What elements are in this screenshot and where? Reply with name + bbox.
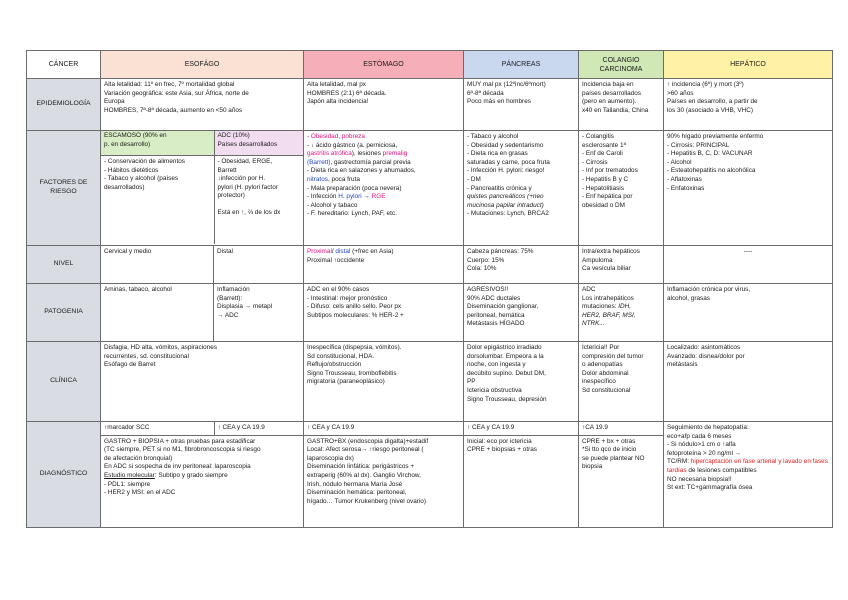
rowhead-factores: FACTORES DE RIESGO bbox=[27, 131, 101, 246]
pato-colangio: ADC Los intrahepáticos mutaciones: IDH, HER2, BRAF, MSI, NTRK... bbox=[579, 284, 664, 342]
epi-pancreas: MUY mal px (12ºinc/6ºmort) 6ª-8ª década Poco más en hombres bbox=[464, 79, 579, 131]
header-hepatico: HEPÁTICO bbox=[664, 51, 833, 79]
cancer-summary-table bbox=[26, 50, 833, 528]
diag-esof-body: GASTRO + BIOPSIA + otras pruebas para estadificar (TC siempre, PET si no M1, fibrobroncoscopia si riesgo de afectación bronquial) En ADC si sospecha de inv peritoneal: laparoscopia Estudio molecular: Subtipo y grado siempre - PDL1: siempre - HER2 y MSI: en el ADC bbox=[104, 437, 261, 497]
row-epidemiologia bbox=[27, 79, 833, 131]
epi-estomago: Alta letalidad, mal px HOMBRES (2:1) 6ª década. Japón alta incidencia! bbox=[304, 79, 464, 131]
nivel-esofago-escamoso: Cervical y medio bbox=[101, 246, 214, 284]
fr-estomago: - Obesidad, pobreza - ↓ ácido gástrico (a. perniciosa, gastritis atrófica), lesiones premalig (Barrett), gastrectomía parcial previa - Dieta rica en salazones y ahumados, nitratos, poca fruta - Mala preparación (poca nevera) - Infección H. pylori → RGE - Alcohol y tabaco - F. hereditario: Lynch, PAF, etc. bbox=[304, 131, 464, 246]
row-diagnostico bbox=[27, 422, 833, 528]
pato-esofago-adc: Inflamación (Barrett): Displasia → metapl → ADC bbox=[214, 284, 304, 342]
header-cancer: CÁNCER bbox=[27, 51, 101, 79]
epi-esofago: Alta letalidad: 11º en frec, 7º mortalidad global Variación geográfica: este Asia, sur África, norte de Europa HOMBRES, 7ª-8ª década, aumento en <50 años bbox=[101, 79, 304, 131]
epi-hepatico: ↑ incidencia (6º) y mort (3º) >60 años Países en desarrollo, a partir de los 30 (asociado a VHB, VHC) bbox=[664, 79, 833, 131]
clin-estomago: Inespecífica (dispepsia, vómitos). Sd constitucional, HDA. Reflujo/obstrucción Signo Trousseau, tromboflebitis migratoria (paraneoplásico) bbox=[304, 342, 464, 422]
row-clinica bbox=[27, 342, 833, 422]
fr-escamoso-header: ESCAMOSO (90% en p. en desarrollo) bbox=[101, 131, 214, 156]
clin-esofago: Disfagia, HD alta, vómitos, aspiraciones recurrentes, sd. constitucional Esófago de Barret bbox=[101, 342, 304, 422]
fr-colangio: - Colangitis esclerosante 1ª - Enf de Caroli - Cirrosis - Inf por trematodos - Hepatitis B y C - Hepatolitiasis - Enf hepática por obesidad o DM bbox=[579, 131, 664, 246]
rowhead-nivel: NIVEL bbox=[27, 246, 101, 284]
rowhead-patogenia: PATOGENIA bbox=[27, 284, 101, 342]
diag-estomago: ↑ CEA y CA 19.9 GASTRO+BX (endoscopia digalta)+estadif Local: Afect serosa→ ↑riesgo peritoneal ( laparoscopia dx) Diseminación linfática: perigástricos + extraperig (60% al dx). Ganglio Virchow, Irish, nódulo hermana María José Diseminación hemática: peritoneal, hígado… Tumor Krukenberg (nivel ovario) bbox=[304, 422, 464, 528]
diag-esofago-subtable bbox=[101, 422, 304, 500]
diag-colan-marker: ↑CA 19.9 bbox=[579, 422, 663, 436]
header-colangio: COLANGIO CARCINOMA bbox=[579, 51, 664, 79]
header-row bbox=[27, 51, 833, 79]
header-estomago: ESTÓMAGO bbox=[304, 51, 464, 79]
fr-pancreas: - Tabaco y alcohol - Obesidad y sedentarismo - Dieta rica en grasas saturadas y carne, poca fruta - Infección H. pylori: riesgo! - DM - Pancreatitis crónica y quistes pancreáticos (+neo mucinosa papilar intraduct) - Mutaciones: Lynch, BRCA2 bbox=[464, 131, 579, 246]
fr-adc-list: - Obesidad, ERGE, Barrett ↓infección por H. pylori (H. pylori factor protector) Está en ↑, ⅔ de los dx bbox=[217, 158, 281, 216]
row-nivel bbox=[27, 246, 833, 284]
pato-hepatico: Inflamación crónica por virus, alcohol, grasas bbox=[664, 284, 833, 342]
pato-esofago-escamoso: Aminas, tabaco, alcohol bbox=[101, 284, 214, 342]
pato-pancreas: AGRESIVOS!! 90% ADC ductales Diseminación ganglionar, peritoneal, hemática Metástasis HÍGADO bbox=[464, 284, 579, 342]
fr-escamoso-list: - Conservación de alimentos - Hábitos dietéticos - Tabaco y alcohol (países desarrollados) bbox=[101, 156, 214, 245]
fr-esofago-subtable bbox=[101, 131, 304, 244]
diag-esofago bbox=[101, 422, 304, 528]
nivel-hepatico: ---- bbox=[664, 246, 833, 284]
row-factores bbox=[27, 131, 833, 246]
nivel-pancreas: Cabeza páncreas: 75% Cuerpo: 15% Cola: 10% bbox=[464, 246, 579, 284]
clin-hepatico: Localizado: asintomáticos Avanzado: disnea/dolor por metástasis bbox=[664, 342, 833, 422]
nivel-colangio: Intra/extra hepáticos Ampuloma Ca vesícula biliar bbox=[579, 246, 664, 284]
clin-pancreas: Dolor epigástrico irradiado dorsolumbar. Empeora a la noche, con ingesta y decúbito supino. Debut DM, PP Ictericia obstructiva Signo Trousseau, depresión bbox=[464, 342, 579, 422]
fr-esofago bbox=[101, 131, 304, 246]
header-esofago: ESOFÁGO bbox=[101, 51, 304, 79]
diag-esof-marker-scc: ↑marcador SCC bbox=[101, 422, 214, 435]
rowhead-clinica: CLÍNICA bbox=[27, 342, 101, 422]
diag-colangio: ↑CA 19.9 CPRE + bx + otras *Si tto qco de inicio se puede plantear NO biopsia bbox=[579, 422, 664, 528]
diag-estom-marker: ↑ CEA y CA 19.9 bbox=[304, 422, 463, 436]
fr-adc-header: ADC (10%) Países desarrollados bbox=[214, 131, 304, 156]
row-patogenia bbox=[27, 284, 833, 342]
header-pancreas: PÁNCREAS bbox=[464, 51, 579, 79]
epi-colangio: Incidencia baja en países desarrollados (pero en aumento). x40 en Tailandia, China bbox=[579, 79, 664, 131]
diag-panc-marker: ↑ CEA y CA 19.9 bbox=[464, 422, 578, 436]
diag-pancreas: ↑ CEA y CA 19.9 Inicial: eco por ictericia CPRE + biopsias + otras bbox=[464, 422, 579, 528]
fr-hepatico: 90% hígado previamente enfermo - Cirrosis: PRINCIPAL - Hepatitis B, C, D: VACUNAR - Alcohol - Esteatohepatitis no alcohólica - Aflatoxinas - Enfatoxinas bbox=[664, 131, 833, 246]
diag-hepatico: Seguimiento de hepatopatía: eco+afp cada 6 meses - Si nódulo>1 cm o ↑alfa fetoproteína > 20 ng/ml → TC/RM: hipercaptación en fase arterial y lavado en fases tardías de lesiones compatibles NO necesaria biopsia!! St ext: TC+gammagrafía ósea bbox=[664, 422, 833, 528]
nivel-esofago-adc: Distal bbox=[214, 246, 304, 284]
nivel-estomago: Proximal/ distal (+frec en Asia) Proximal ↑occidente bbox=[304, 246, 464, 284]
rowhead-diagnostico: DIAGNÓSTICO bbox=[27, 422, 101, 528]
diag-esof-marker-cea: ↑ CEA y CA 19.9 bbox=[214, 422, 304, 435]
clin-colangio: Ictericia!! Por compresión del tumor o adenopatías Dolor abdominal inespecífico Sd constitucional bbox=[579, 342, 664, 422]
pato-estomago: ADC en el 90% casos - Intestinal: mejor pronóstico - Difuso: cels anillo sello. Peor px Subtipos moleculares: % HER-2 + bbox=[304, 284, 464, 342]
rowhead-epidemiologia: EPIDEMIOLOGÍA bbox=[27, 79, 101, 131]
